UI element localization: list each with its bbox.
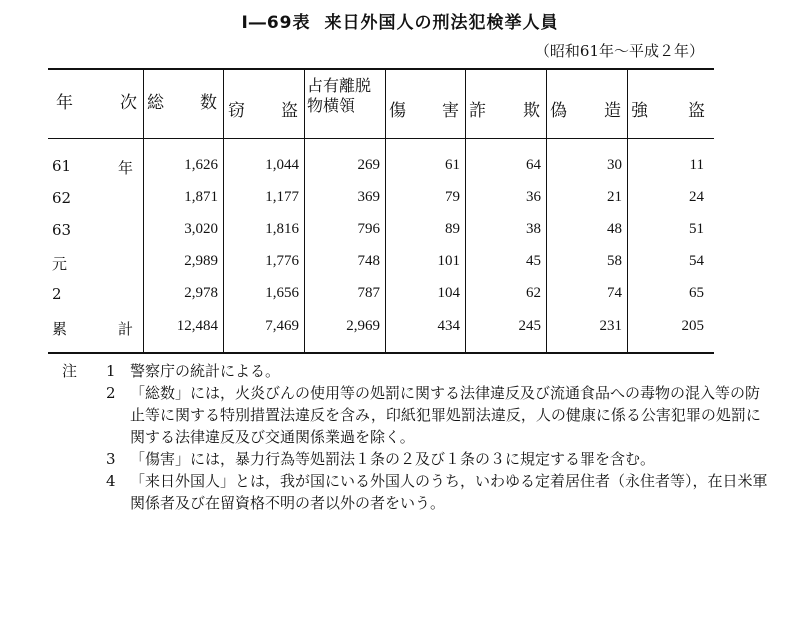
table-cell: 51 bbox=[689, 221, 704, 237]
table-cell: 1,626 bbox=[184, 157, 218, 173]
note-number: 2 bbox=[106, 384, 116, 402]
table-row bbox=[0, 189, 800, 213]
table-cell: 369 bbox=[357, 189, 380, 205]
table-title bbox=[0, 8, 800, 33]
table-cell: 89 bbox=[445, 221, 460, 237]
row-year: 元 bbox=[52, 255, 68, 273]
table-cell: 1,177 bbox=[265, 189, 299, 205]
table-subtitle: （昭和61年～平成２年） bbox=[534, 42, 704, 60]
row-year: 63 bbox=[52, 221, 72, 239]
table-cell: 12,484 bbox=[176, 318, 218, 334]
note-text: 「来日外国人」とは，我が国にいる外国人のうち，いわゆる定着居住者（永住者等），在日米軍関係者及び在留資格不明の者以外の者をいう。 bbox=[130, 472, 768, 512]
table-cell: 269 bbox=[357, 157, 380, 173]
table-title-text: 来日外国人の刑法犯検挙人員 bbox=[324, 13, 559, 33]
table-cell: 787 bbox=[357, 285, 380, 301]
table-cell: 64 bbox=[526, 157, 541, 173]
table-cell: 54 bbox=[689, 253, 704, 269]
table-header-rule bbox=[48, 138, 714, 139]
table-cell: 7,469 bbox=[265, 318, 299, 334]
note-item bbox=[62, 448, 770, 470]
table-cell: 101 bbox=[437, 253, 460, 269]
table-cell: 11 bbox=[689, 157, 704, 173]
row-year: 2 bbox=[52, 285, 62, 303]
table-cell: 38 bbox=[526, 221, 541, 237]
table-cell: 796 bbox=[357, 221, 380, 237]
row-year-suffix: 年 bbox=[118, 159, 134, 177]
table-cell: 231 bbox=[599, 318, 622, 334]
table-cell: 205 bbox=[681, 318, 704, 334]
table-cell: 74 bbox=[607, 285, 622, 301]
note-number: 4 bbox=[106, 472, 116, 490]
row-year-suffix: 計 bbox=[118, 320, 134, 338]
table-row bbox=[0, 253, 800, 277]
table-cell: 36 bbox=[526, 189, 541, 205]
row-year: 累 bbox=[52, 320, 68, 338]
table-row bbox=[0, 221, 800, 245]
note-item bbox=[62, 360, 770, 382]
table-cell: 1,776 bbox=[265, 253, 299, 269]
table-cell: 79 bbox=[445, 189, 460, 205]
row-year: 61 bbox=[52, 157, 72, 175]
table-cell: 245 bbox=[518, 318, 541, 334]
table-cell: 1,871 bbox=[184, 189, 218, 205]
table-cell: 1,656 bbox=[265, 285, 299, 301]
note-text: 「傷害」には，暴力行為等処罰法１条の２及び１条の３に規定する罪を含む。 bbox=[130, 450, 656, 468]
table-cell: 61 bbox=[445, 157, 460, 173]
table-cell: 65 bbox=[689, 285, 704, 301]
notes-section bbox=[62, 360, 770, 514]
table-code: Ⅰ―69表 bbox=[241, 13, 311, 33]
table-top-rule bbox=[48, 68, 714, 70]
table-cell: 58 bbox=[607, 253, 622, 269]
table-row bbox=[0, 157, 800, 181]
table-cell: 48 bbox=[607, 221, 622, 237]
table-cell: 748 bbox=[357, 253, 380, 269]
notes-label: 注 bbox=[62, 362, 78, 380]
table-cell: 24 bbox=[689, 189, 704, 205]
table-cell: 3,020 bbox=[184, 221, 218, 237]
table-cell: 62 bbox=[526, 285, 541, 301]
table-cell: 104 bbox=[437, 285, 460, 301]
table-cell: 2,989 bbox=[184, 253, 218, 269]
table-cell: 21 bbox=[607, 189, 622, 205]
table-cell: 1,816 bbox=[265, 221, 299, 237]
header-year: 年 次 bbox=[56, 93, 137, 113]
note-item bbox=[62, 382, 770, 448]
note-item bbox=[62, 470, 770, 514]
note-text: 警察庁の統計による。 bbox=[130, 362, 281, 380]
table-cell: 30 bbox=[607, 157, 622, 173]
table-row bbox=[0, 285, 800, 309]
table-cell: 2,978 bbox=[184, 285, 218, 301]
note-number: 1 bbox=[106, 362, 116, 380]
row-year: 62 bbox=[52, 189, 72, 207]
header-embezzlement: 占有離脱 物横領 bbox=[307, 76, 372, 115]
table-cell: 434 bbox=[437, 318, 460, 334]
table-cell: 2,969 bbox=[346, 318, 380, 334]
table-cell: 1,044 bbox=[265, 157, 299, 173]
table-cell: 45 bbox=[526, 253, 541, 269]
table-row bbox=[0, 318, 800, 342]
note-number: 3 bbox=[106, 450, 116, 468]
note-text: 「総数」には，火炎びんの使用等の処罰に関する法律違反及び流通食品への毒物の混入等の防止等に関する特別措置法違反を含み，印紙犯罪処罰法違反，人の健康に係る公害犯罪の処罰に関する法律違反及び交通関係業過を除く。 bbox=[130, 384, 761, 446]
table-bottom-rule bbox=[48, 352, 714, 354]
